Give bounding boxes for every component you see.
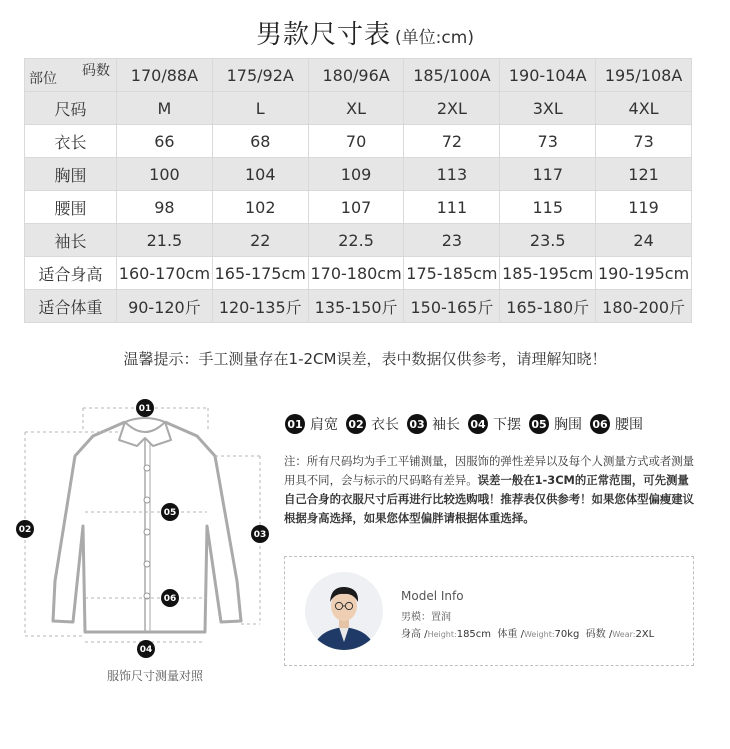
- row-label: 胸围: [25, 158, 117, 191]
- column-header: 185/100A: [404, 59, 500, 92]
- table-row: [25, 92, 692, 125]
- table-cell: 165-180斤: [500, 290, 596, 323]
- table-row: [25, 158, 692, 191]
- table-cell: 185-195cm: [500, 257, 596, 290]
- legend-item: [346, 414, 399, 434]
- table-cell: 111: [404, 191, 500, 224]
- table-cell: 23.5: [500, 224, 596, 257]
- legend-label: 袖长: [432, 417, 460, 433]
- row-label: 适合身高: [25, 257, 117, 290]
- svg-text:05: 05: [163, 508, 177, 518]
- title-unit: (单位:cm): [395, 28, 474, 48]
- legend-number-badge: 02: [346, 414, 366, 434]
- column-header: 195/108A: [596, 59, 692, 92]
- table-cell: 190-195cm: [596, 257, 692, 290]
- table-cell: 72: [404, 125, 500, 158]
- table-cell: 175-185cm: [404, 257, 500, 290]
- table-cell: 180-200斤: [596, 290, 692, 323]
- column-header: 190-104A: [500, 59, 596, 92]
- table-cell: 73: [596, 125, 692, 158]
- table-cell: 121: [596, 158, 692, 191]
- table-cell: 115: [500, 191, 596, 224]
- diagram-caption: 服饰尺寸测量对照: [106, 669, 203, 683]
- row-label: 尺码: [25, 92, 117, 125]
- svg-text:02: 02: [18, 525, 32, 535]
- model-info-card: [284, 556, 694, 666]
- table-row: [25, 290, 692, 323]
- model-stats: [401, 625, 654, 640]
- page-title: [0, 14, 730, 51]
- table-cell: 100: [117, 158, 213, 191]
- column-header: 170/88A: [117, 59, 213, 92]
- table-header-row: [25, 59, 692, 92]
- legend-item: [590, 414, 643, 434]
- legend-item: [285, 414, 338, 434]
- legend-number-badge: 06: [590, 414, 610, 434]
- table-cell: 113: [404, 158, 500, 191]
- table-cell: 98: [117, 191, 213, 224]
- table-cell: 22: [212, 224, 308, 257]
- size-label: 码数 /: [585, 629, 613, 640]
- note-bold: 误差一般在1-3CM的正常范围，可先测量自己合身的衣服尺寸后再进行比较选购哦！推荐表仅供参考！如果您体型偏瘦建议根据身高选择，如果您体型偏胖请根据体重选择。: [284, 473, 695, 525]
- table-cell: 102: [212, 191, 308, 224]
- legend-label: 肩宽: [310, 417, 338, 433]
- row-label: 衣长: [25, 125, 117, 158]
- shirt-outline-icon: [53, 418, 241, 632]
- table-cell: 4XL: [596, 92, 692, 125]
- table-cell: 165-175cm: [212, 257, 308, 290]
- badge-01-icon: [136, 399, 154, 417]
- table-cell: 120-135斤: [212, 290, 308, 323]
- badge-04-icon: [137, 640, 155, 658]
- table-cell: 2XL: [404, 92, 500, 125]
- measurement-note: [284, 452, 698, 528]
- table-cell: L: [212, 92, 308, 125]
- table-row: [25, 224, 692, 257]
- model-avatar: [305, 572, 383, 650]
- corner-part-label: 部位: [29, 71, 57, 87]
- height-en: Height:: [427, 630, 457, 639]
- svg-text:03: 03: [253, 530, 267, 540]
- legend-number-badge: 03: [407, 414, 427, 434]
- weight-label: 体重 /: [497, 629, 524, 640]
- table-cell: 109: [308, 158, 404, 191]
- table-row: [25, 125, 692, 158]
- column-header: 180/96A: [308, 59, 404, 92]
- legend-number-badge: 05: [529, 414, 549, 434]
- table-cell: 170-180cm: [308, 257, 404, 290]
- table-cell: 104: [212, 158, 308, 191]
- table-cell: 150-165斤: [404, 290, 500, 323]
- badge-03-icon: [251, 525, 269, 543]
- legend-number-badge: 01: [285, 414, 305, 434]
- table-cell: 90-120斤: [117, 290, 213, 323]
- table-cell: M: [117, 92, 213, 125]
- legend-label: 胸围: [554, 417, 582, 433]
- table-cell: 70: [308, 125, 404, 158]
- table-cell: 23: [404, 224, 500, 257]
- tip-text: 温馨提示：手工测量存在1-2CM误差，表中数据仅供参考，请理解知晓！: [123, 350, 607, 368]
- legend-label: 下摆: [493, 417, 521, 433]
- column-header: 175/92A: [212, 59, 308, 92]
- svg-text:01: 01: [138, 404, 152, 414]
- row-label: 袖长: [25, 224, 117, 257]
- table-cell: 73: [500, 125, 596, 158]
- table-cell: 22.5: [308, 224, 404, 257]
- table-row: [25, 257, 692, 290]
- table-cell: 24: [596, 224, 692, 257]
- table-cell: 117: [500, 158, 596, 191]
- table-cell: 21.5: [117, 224, 213, 257]
- weight-value: 70kg: [554, 629, 580, 640]
- legend-item: [529, 414, 582, 434]
- table-cell: 3XL: [500, 92, 596, 125]
- svg-text:06: 06: [163, 594, 177, 604]
- row-label: 腰围: [25, 191, 117, 224]
- title-main: 男款尺寸表: [256, 20, 392, 50]
- model-info-title: Model Info: [401, 589, 464, 603]
- table-cell: 68: [212, 125, 308, 158]
- legend-label: 腰围: [615, 417, 643, 433]
- note-normal: 注：所有尺码均为手工平铺测量，因服饰的弹性差异以及每个人测量方式或者测量用具不同，会与标示的尺码略有差异。: [284, 454, 695, 487]
- size-value: 2XL: [635, 629, 655, 640]
- legend-item: [407, 414, 460, 434]
- badge-02-icon: [16, 520, 34, 538]
- table-cell: XL: [308, 92, 404, 125]
- shirt-diagram: [15, 396, 275, 666]
- table-cell: 119: [596, 191, 692, 224]
- model-name: 男模：置润: [401, 612, 451, 623]
- table-row: [25, 191, 692, 224]
- table-cell: 107: [308, 191, 404, 224]
- table-cell: 160-170cm: [117, 257, 213, 290]
- measurement-legend: [285, 414, 643, 434]
- legend-number-badge: 04: [468, 414, 488, 434]
- height-label: 身高 /: [401, 629, 428, 640]
- size-table: [24, 58, 692, 323]
- size-en: Wear:: [612, 630, 636, 639]
- badge-05-icon: [161, 503, 179, 521]
- corner-size-label: 码数: [82, 63, 110, 79]
- badge-06-icon: [161, 589, 179, 607]
- measure-guides: [25, 408, 260, 642]
- svg-text:04: 04: [139, 645, 153, 655]
- table-cell: 135-150斤: [308, 290, 404, 323]
- weight-en: Weight:: [523, 630, 555, 639]
- legend-item: [468, 414, 521, 434]
- height-value: 185cm: [456, 629, 492, 640]
- legend-label: 衣长: [371, 417, 399, 433]
- row-label: 适合体重: [25, 290, 117, 323]
- table-cell: 66: [117, 125, 213, 158]
- table-corner-cell: [25, 59, 117, 92]
